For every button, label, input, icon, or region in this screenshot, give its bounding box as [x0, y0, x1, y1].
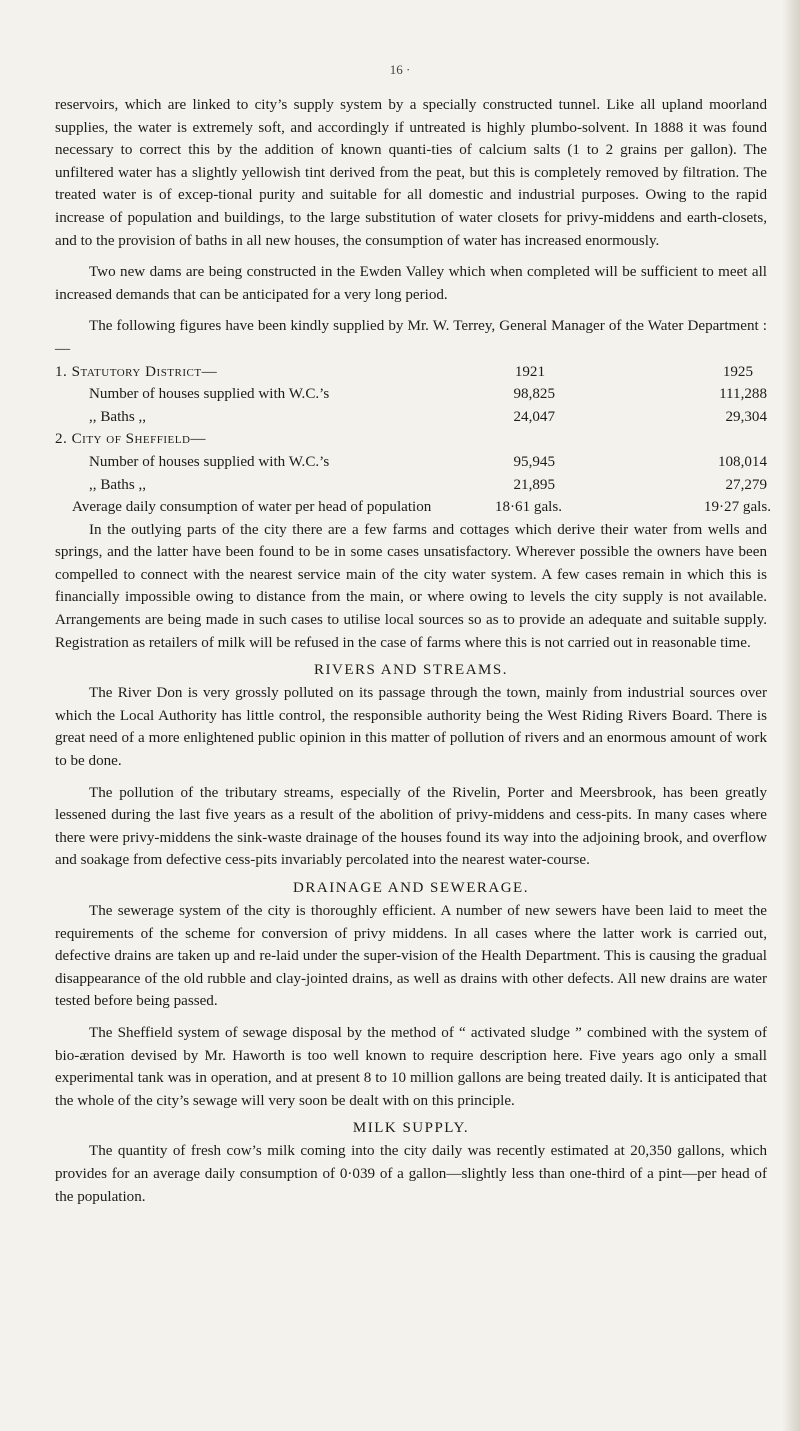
- value-1921: 21,895: [513, 476, 555, 493]
- city-of-sheffield-heading: 2. City of Sheffield—: [55, 431, 207, 448]
- value-1921: 18·61 gals.: [494, 499, 562, 516]
- rivers-paragraph-2: The pollution of the tributary streams, especially of the Rivelin, Porter and Meersbrook, has been greatly lessened during the last five years as a result of the abolition of privy-middens and cess-pits. In many cases where there were privy-middens the sink-waste drainage of the houses found its way into the adjoining brook, and overflow and soakage from defective cess-pits invariably percolated into the nearest water-course.: [55, 784, 767, 869]
- value-1925: 27,279: [725, 476, 767, 493]
- intro-paragraph-1: reservoirs, which are linked to city’s supply system by a specially constructed tunnel. Like all upland moorland supplies, the water is extremely soft, and accordingly if untreated is highly plumbo-solvent. In 1888 it was found necessary to correct this by the addition of known quanti-ties of calcium salts (1 to 2 grains per gallon). The unfiltered water has a slightly yellowish tint derived from the peat, but this is completely removed by filtration. The treated water is of excep-tional purity and suitable for all domestic and industrial purposes. Owing to the rapid increase of population and buildings, to the large substitution of water closets for privy-middens and earth-closets, and to the provision of baths in all new houses, the consumption of water has increased enormously.: [55, 97, 767, 249]
- value-1921: 98,825: [513, 386, 555, 403]
- row-label: ,, Baths ,,: [89, 408, 147, 425]
- stats-header-row: [55, 361, 767, 384]
- average-consumption-row: [55, 496, 771, 519]
- value-1925: 108,014: [717, 453, 767, 470]
- value-1921: 95,945: [513, 453, 555, 470]
- city-row-baths: [55, 474, 767, 497]
- milk-supply-heading: MILK SUPPLY.: [352, 1120, 470, 1137]
- row-label: Number of houses supplied with W.C.’s: [89, 453, 330, 470]
- value-1921: 24,047: [513, 408, 555, 425]
- rivers-paragraph-1: The River Don is very grossly polluted on its passage through the town, mainly from industrial sources over which the Local Authority has little control, the responsible authority being the West Riding Rivers Board. There is great need of a more enlightened public opinion in this matter of pollution of rivers and an enormous amount of work to be done.: [55, 685, 767, 770]
- intro-paragraph-2: Two new dams are being constructed in the Ewden Valley which when completed will be sufficient to meet all increased demands that can be anticipated for a very long period.: [55, 264, 767, 303]
- page-number: 16 ·: [389, 62, 411, 77]
- row-label: Average daily consumption of water per head of population: [72, 499, 432, 516]
- page-edge-shadow: [782, 0, 800, 1431]
- row-label: ,, Baths ,,: [89, 476, 147, 493]
- milk-supply-paragraph: The quantity of fresh cow’s milk coming into the city daily was recently estimated at 20,350 gallons, which provides for an average daily consumption of 0·039 of a gallon—slightly less than one-third of a pint—per head of the population.: [55, 1143, 767, 1205]
- drainage-paragraph-1: The sewerage system of the city is thoroughly efficient. A number of new sewers have been laid to meet the requirements of the scheme for conversion of privy middens. In all cases where the latter work is carried out, defective drains are taken up and re-laid under the super-vision of the Health Department. This is causing the gradual disappearance of the old rubble and clay-jointed drains, as well as drains with other defects. All new drains are water tested before being passed.: [55, 903, 767, 1010]
- page-content: [55, 94, 771, 1208]
- statutory-district-heading: 1. Statutory District—: [55, 363, 218, 380]
- column-1925: 1925: [722, 363, 753, 380]
- statutory-row-baths: [55, 406, 767, 429]
- value-1925: 111,288: [719, 386, 767, 403]
- value-1925: 19·27 gals.: [703, 499, 771, 516]
- intro-paragraph-3: The following figures have been kindly supplied by Mr. W. Terrey, General Manager of the Water Department :—: [55, 318, 767, 357]
- row-label: Number of houses supplied with W.C.’s: [89, 386, 330, 403]
- city-row-wc: [55, 451, 767, 474]
- statistics-table: [55, 361, 771, 519]
- drainage-paragraph-2: The Sheffield system of sewage disposal by the method of “ activated sludge ” combined with the system of bio-æration devised by Mr. Haworth is too well known to require description here. Five years ago only a small experimental tank was in operation, and at present 8 to 10 million gallons are being treated daily. It is anticipated that the whole of the city’s sewage will very soon be dealt with on this principle.: [55, 1024, 767, 1109]
- drainage-heading: DRAINAGE AND SEWERAGE.: [293, 880, 529, 896]
- outlying-paragraph: In the outlying parts of the city there are a few farms and cottages which derive their water from wells and springs, and the latter have been found to be in some cases unsatisfactory. Wherever possible the owners have been compelled to connect with the nearest service main of the city water system. A few cases remain in which this is financially impossible owing to distance from the main, or where owing to levels the city supply is not available. Arrangements are being made in such cases to utilise local sources so as to provide an adequate and suitable supply. Registration as retailers of milk will be refused in the case of farms where this is not carried out in reasonable time.: [55, 521, 767, 651]
- city-heading-row: [55, 428, 767, 451]
- rivers-heading: RIVERS AND STREAMS.: [314, 662, 508, 679]
- statutory-row-wc: [55, 383, 767, 406]
- value-1925: 29,304: [725, 408, 767, 425]
- column-1921: 1921: [514, 363, 545, 380]
